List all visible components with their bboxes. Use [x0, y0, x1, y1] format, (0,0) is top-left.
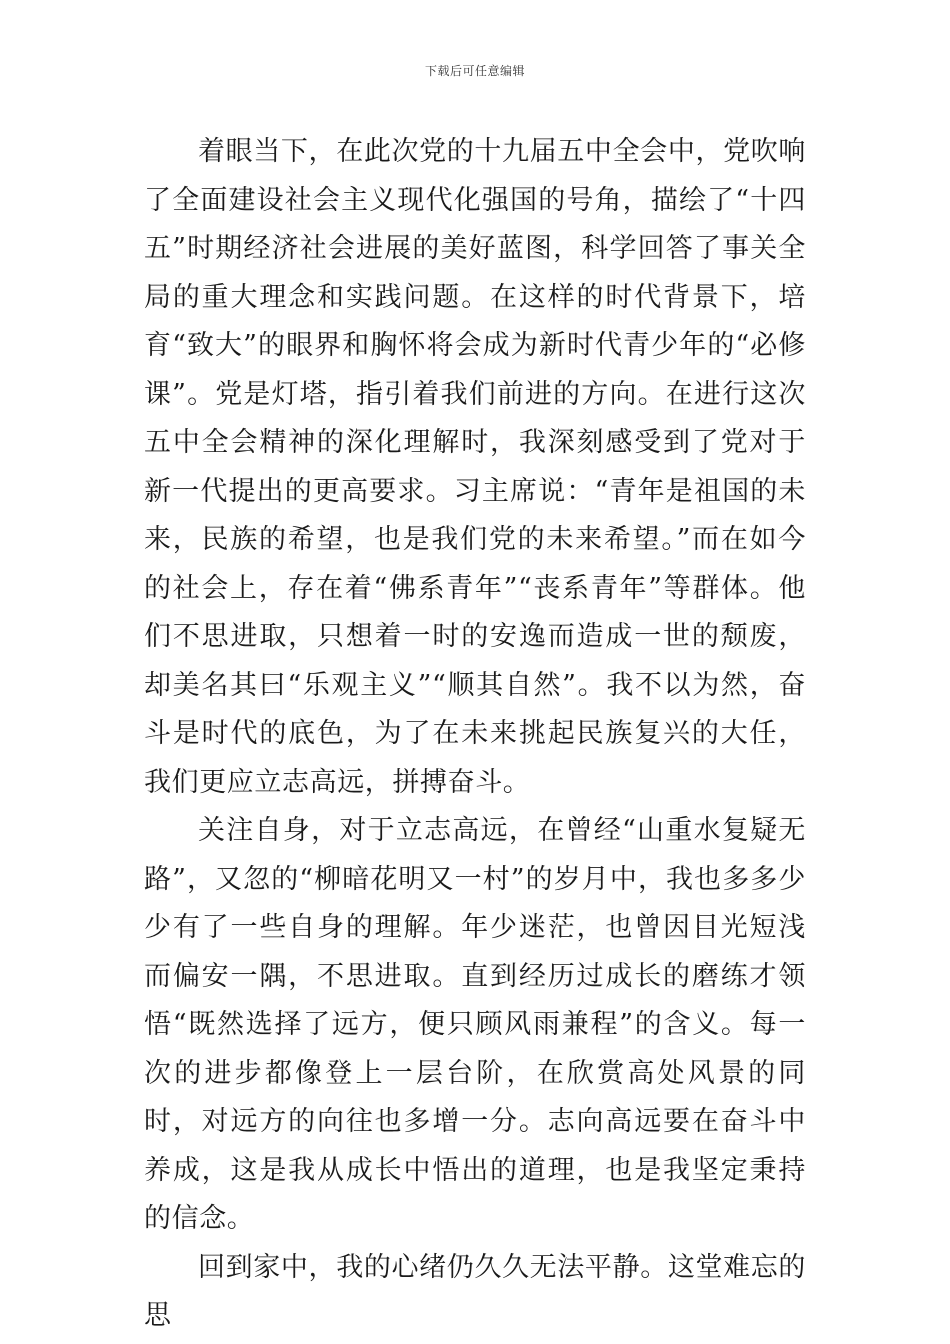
paragraph-3: 回到家中，我的心绪仍久久无法平静。这堂难忘的思	[144, 1251, 806, 1331]
paragraph-2: 关注自身，对于立志高远，在曾经“山重水复疑无路”，又忽的“柳暗花明又一村”的岁月中，我也多多少少有了一些自身的理解。年少迷茫，也曾因目光短浅而偏安一隅，不思进取。直到经历过成长的磨练才领悟“既然选择了远方，便只顾风雨兼程”的含义。每一次的进步都像登上一层台阶，在欣赏高处风景的同时，对远方的向往也多增一分。志向高远要在奋斗中养成，这是我从成长中悟出的道理，也是我坚定秉持的信念。	[144, 815, 806, 1234]
paragraph-1: 着眼当下，在此次党的十九届五中全会中，党吹响了全面建设社会主义现代化强国的号角，描绘了“十四五”时期经济社会进展的美好蓝图，科学回答了事关全局的重大理念和实践问题。在这样的时代背景下，培育“致大”的眼界和胸怀将会成为新时代青少年的“必修课”。党是灯塔，指引着我们前进的方向。在进行这次五中全会精神的深化理解时，我深刻感受到了党对于新一代提出的更高要求。习主席说：“青年是祖国的未来，民族的希望，也是我们党的未来希望。”而在如今的社会上，存在着“佛系青年”“丧系青年”等群体。他们不思进取，只想着一时的安逸而造成一世的颓废，却美名其曰“乐观主义”“顺其自然”。我不以为然，奋斗是时代的底色，为了在未来挑起民族复兴的大任，我们更应立志高远，拼搏奋斗。	[144, 136, 806, 798]
page-header: 下载后可任意编辑	[424, 64, 525, 78]
document-body	[144, 128, 806, 1341]
